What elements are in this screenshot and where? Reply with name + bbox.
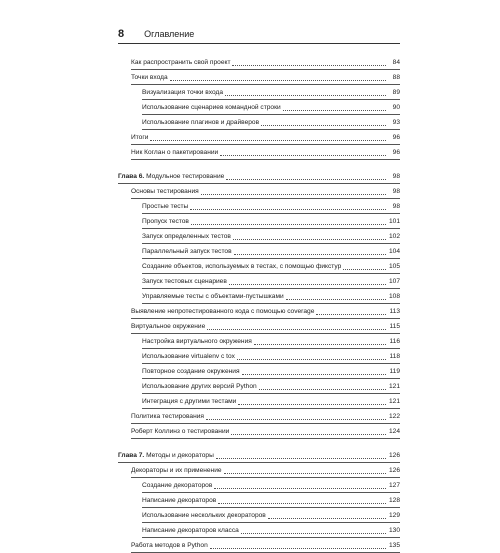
toc-entry[interactable] <box>142 508 400 520</box>
leader-dots <box>191 224 386 225</box>
toc-page-number: 104 <box>388 248 400 256</box>
toc-entry[interactable] <box>142 364 400 376</box>
toc-entry-title <box>142 369 242 376</box>
toc-entry-text: Простые тесты <box>142 203 189 211</box>
toc-entry-text: Повторное создание окружения <box>142 368 240 376</box>
toc-entry-text: Использование других версий Python <box>142 383 257 391</box>
toc-page-number: 126 <box>388 467 400 475</box>
toc-entry-text: Запуск тестовых сценариев <box>142 278 227 286</box>
toc-page-number: 90 <box>392 104 400 112</box>
toc-page-number: 118 <box>389 353 400 361</box>
toc-entry[interactable] <box>131 130 400 142</box>
toc-entry-text: Использование сценариев командной строки <box>142 104 281 112</box>
toc-page-number: 102 <box>388 233 400 241</box>
toc-entry[interactable] <box>142 244 400 256</box>
toc-entry-text: Роберт Коллинз о тестировании <box>131 428 230 436</box>
leader-dots <box>261 125 386 126</box>
leader-dots <box>316 314 386 315</box>
toc-entry[interactable] <box>131 70 400 82</box>
toc-entry-title <box>142 105 283 112</box>
toc-entry-title <box>142 399 238 406</box>
toc-page-number: 130 <box>388 527 400 535</box>
running-title: Оглавление <box>144 29 195 39</box>
toc-entry-title <box>131 468 224 475</box>
toc-entry-title <box>131 429 231 436</box>
leader-dots <box>233 239 386 240</box>
toc-page-number: 127 <box>388 482 400 490</box>
page-number: 8 <box>118 28 125 40</box>
leader-dots <box>218 503 386 504</box>
toc-entry[interactable] <box>142 100 400 112</box>
leader-dots <box>224 473 386 474</box>
toc-page-number: 135 <box>388 542 400 550</box>
toc-entry-title <box>142 120 261 127</box>
toc-entry[interactable] <box>142 394 400 406</box>
toc-entry-text: Точки входа <box>131 74 168 82</box>
leader-dots <box>150 140 386 141</box>
toc-entry-text: Пропуск тестов <box>142 218 189 226</box>
toc-entry-text: Выявление непротестированного кода с помощью coverage <box>131 308 315 316</box>
leader-dots <box>237 359 386 360</box>
toc-entry[interactable] <box>142 229 400 241</box>
toc-page-number: 105 <box>388 263 400 271</box>
leader-dots <box>220 155 386 156</box>
leader-dots <box>225 95 386 96</box>
toc-entry-text: Виртуальное окружение <box>131 323 206 331</box>
toc-entry-title <box>142 204 190 211</box>
toc-chapter-entry[interactable] <box>118 448 400 460</box>
toc-entry[interactable] <box>142 85 400 97</box>
toc-entry-title <box>131 189 201 196</box>
leader-dots <box>206 419 386 420</box>
toc-entry-title <box>118 453 216 460</box>
toc-entry[interactable] <box>142 478 400 490</box>
toc-page-number: 124 <box>388 428 400 436</box>
toc-entry[interactable] <box>131 538 400 550</box>
toc-page-number: 119 <box>389 368 400 376</box>
toc-entry[interactable] <box>131 424 400 436</box>
toc-page-number: 113 <box>389 308 400 316</box>
toc-page-number: 93 <box>392 119 400 127</box>
toc-entry-title <box>142 339 254 346</box>
leader-dots <box>190 209 386 210</box>
toc-page-number: 98 <box>392 173 400 181</box>
toc-entry-title <box>142 279 229 286</box>
leader-dots <box>231 434 386 435</box>
toc-entry-title <box>131 414 206 421</box>
chapter-spacer <box>118 160 400 169</box>
toc-entry-title <box>131 60 232 67</box>
toc-entry[interactable] <box>131 184 400 196</box>
toc-entry-title <box>131 309 316 316</box>
toc-entry-text: Использование плагинов и драйверов <box>142 119 260 127</box>
toc-page-number: 128 <box>388 497 400 505</box>
toc-entry-text: Модульное тестирование <box>146 173 225 181</box>
toc-entry-title <box>142 384 259 391</box>
toc-entry[interactable] <box>131 304 400 316</box>
toc-entry[interactable] <box>142 523 400 535</box>
toc-entry[interactable] <box>142 493 400 505</box>
leader-dots <box>232 65 386 66</box>
toc-page-number: 121 <box>388 383 400 391</box>
toc-entry-title <box>142 513 268 520</box>
toc-entry-text: Методы и декораторы <box>146 452 214 460</box>
page-header <box>118 28 398 40</box>
toc-page-number: 122 <box>388 413 400 421</box>
toc-entry-title <box>142 219 191 226</box>
toc-entry-text: Написание декораторов класса <box>142 527 239 535</box>
toc-page-number: 115 <box>389 323 400 331</box>
toc-page-number: 88 <box>392 74 400 82</box>
toc-page-number: 116 <box>389 338 400 346</box>
toc-page-number: 129 <box>388 512 400 520</box>
leader-dots <box>241 533 386 534</box>
toc-entry[interactable] <box>142 379 400 391</box>
toc-entry-text: Визуализация точки входа <box>142 89 224 97</box>
header-divider <box>118 43 400 44</box>
leader-dots <box>207 329 386 330</box>
toc-page-number: 108 <box>388 293 400 301</box>
toc-entry-text: Как распространить свой проект <box>131 59 231 67</box>
toc-entry-text: Интеграция с другими тестами <box>142 398 237 406</box>
toc-page-number: 126 <box>388 452 400 460</box>
toc-entry[interactable] <box>142 274 400 286</box>
toc-page-number: 89 <box>392 89 400 97</box>
toc-page-number: 98 <box>392 188 400 196</box>
toc-entry[interactable] <box>142 289 400 301</box>
toc-entry[interactable] <box>131 409 400 421</box>
toc-page-number: 96 <box>392 149 400 157</box>
toc-entry[interactable] <box>131 55 400 67</box>
toc-entry[interactable] <box>142 214 400 226</box>
toc-entry-text: Итоги <box>131 134 149 142</box>
toc-entry-text: Политика тестирования <box>131 413 204 421</box>
toc-entry-title <box>118 174 226 181</box>
toc-entry[interactable] <box>131 463 400 475</box>
leader-dots <box>259 389 386 390</box>
toc-entry-text: Написание декораторов <box>142 497 217 505</box>
chapter-label: Глава 7. <box>118 452 145 460</box>
toc-entry[interactable] <box>142 199 400 211</box>
toc-entry-title <box>142 249 234 256</box>
toc-entry-text: Основы тестирования <box>131 188 199 196</box>
chapter-label: Глава 6. <box>118 173 145 181</box>
toc-entry[interactable] <box>142 349 400 361</box>
toc-entry[interactable] <box>131 319 400 331</box>
leader-dots <box>242 374 386 375</box>
toc-entry-text: Создание объектов, используемых в тестах, с помощью фикстур <box>142 263 342 271</box>
toc-entry-title <box>131 75 170 82</box>
leader-dots <box>229 284 386 285</box>
toc-entry-text: Использование нескольких декораторов <box>142 512 266 520</box>
toc-entry-text: Запуск определенных тестов <box>142 233 231 241</box>
toc-page-number: 96 <box>392 134 400 142</box>
toc-entry-title <box>131 324 207 331</box>
leader-dots <box>283 110 386 111</box>
toc-entry[interactable] <box>142 334 400 346</box>
toc-entry-title <box>142 294 286 301</box>
toc-entry[interactable] <box>142 259 400 271</box>
toc-entry-text: Настройка виртуального окружения <box>142 338 252 346</box>
leader-dots <box>226 179 386 180</box>
leader-dots <box>210 548 386 549</box>
leader-dots <box>268 518 386 519</box>
toc-page-number: 101 <box>388 218 400 226</box>
toc-entry-title <box>142 90 225 97</box>
toc-entry-text: Создание декораторов <box>142 482 213 490</box>
toc-chapter-entry[interactable] <box>118 169 400 181</box>
toc-entry-title <box>131 135 150 142</box>
toc-entry-text: Управляемые тесты с объектами-пустышками <box>142 293 284 301</box>
toc-page-number: 84 <box>392 59 400 67</box>
leader-dots <box>254 344 386 345</box>
toc-entry-title <box>142 483 214 490</box>
leader-dots <box>234 254 386 255</box>
toc-page-number: 107 <box>388 278 400 286</box>
leader-dots <box>286 299 386 300</box>
toc-entry-title <box>142 528 241 535</box>
toc-entry-text: Работа методов в Python <box>131 542 208 550</box>
toc-entry-text: Использование virtualenv с tox <box>142 353 235 361</box>
toc-entry-title <box>142 234 233 241</box>
leader-dots <box>238 404 386 405</box>
leader-dots <box>216 458 386 459</box>
toc-entry[interactable] <box>142 115 400 127</box>
chapter-spacer <box>118 439 400 448</box>
toc-page-number: 121 <box>388 398 400 406</box>
toc-entry[interactable] <box>131 145 400 157</box>
leader-dots <box>201 194 386 195</box>
leader-dots <box>343 269 386 270</box>
toc-entry-text: Декораторы и их применение <box>131 467 222 475</box>
toc-entry-text: Ник Коглан о пакетировании <box>131 149 219 157</box>
toc-entry-title <box>131 150 220 157</box>
toc-entry-title <box>142 498 218 505</box>
toc-entry-text: Параллельный запуск тестов <box>142 248 232 256</box>
toc-entry-title <box>142 264 343 271</box>
toc-page-number: 98 <box>392 203 400 211</box>
toc-entry-title <box>131 543 210 550</box>
toc-entry-title <box>142 354 237 361</box>
table-of-contents <box>118 55 400 553</box>
leader-dots <box>214 488 386 489</box>
leader-dots <box>170 80 386 81</box>
